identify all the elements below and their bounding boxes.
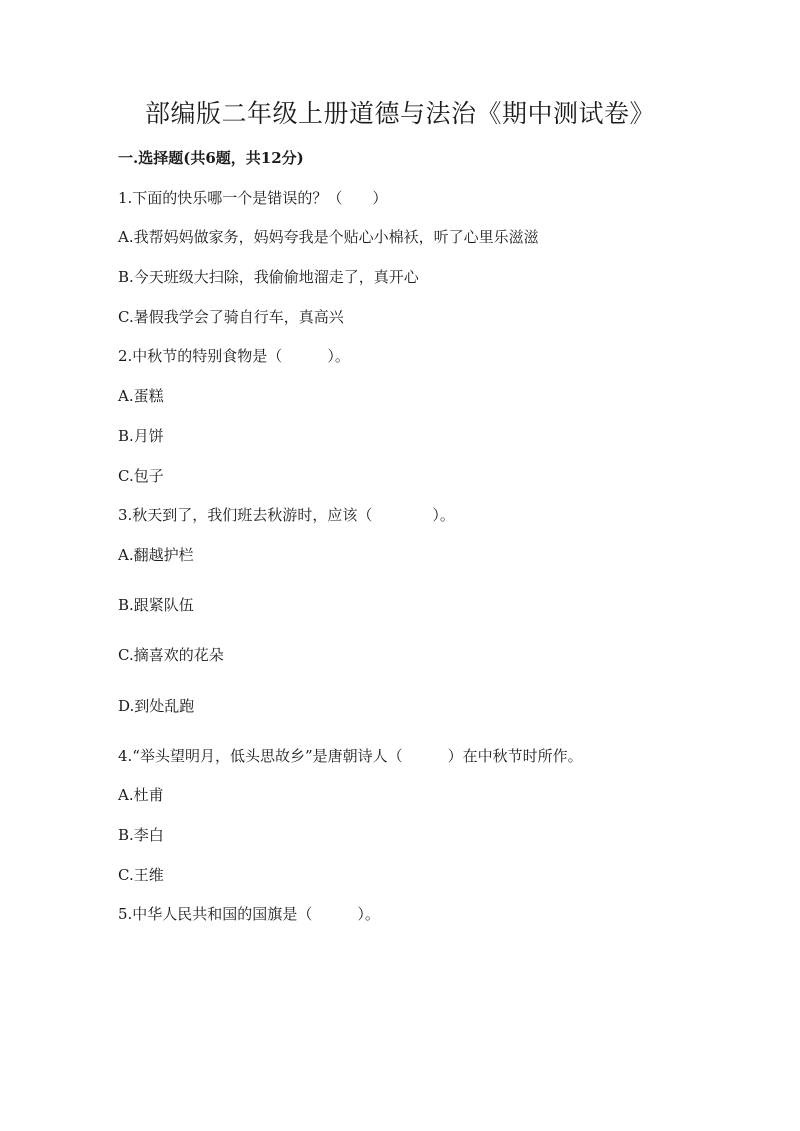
question-2-option-a: A.蛋糕 (118, 387, 164, 405)
question-3-stem: 3.秋天到了，我们班去秋游时，应该（ ）。 (118, 506, 455, 524)
question-4-stem: 4.“举头望明月，低头思故乡”是唐朝诗人（ ）在中秋节时所作。 (118, 747, 583, 765)
page-title: 部编版二年级上册道德与法治《期中测试卷》 (144, 99, 655, 128)
question-4-option-c: C.王维 (118, 866, 164, 884)
question-3-option-b: B.跟紧队伍 (118, 596, 194, 614)
question-2-option-b: B.月饼 (118, 427, 164, 445)
question-4-option-b: B.李白 (118, 826, 164, 844)
question-3-option-d: D.到处乱跑 (118, 697, 195, 715)
section-heading: 一.选择题(共6题，共12分) (118, 149, 304, 167)
question-5-stem: 5.中华人民共和国的国旗是（ ）。 (118, 905, 380, 923)
question-4-option-a: A.杜甫 (118, 786, 164, 804)
question-1-option-a: A.我帮妈妈做家务，妈妈夸我是个贴心小棉袄，听了心里乐滋滋 (118, 228, 539, 246)
question-2-stem: 2.中秋节的特别食物是（ ）。 (118, 347, 350, 365)
question-1-option-b: B.今天班级大扫除，我偷偷地溜走了，真开心 (118, 268, 419, 286)
question-3-option-c: C.摘喜欢的花朵 (118, 646, 224, 664)
question-3-option-a: A.翻越护栏 (118, 546, 194, 564)
question-1-stem: 1.下面的快乐哪一个是错误的？（ ） (118, 189, 388, 207)
question-1-option-c: C.暑假我学会了骑自行车，真高兴 (118, 308, 344, 326)
question-2-option-c: C.包子 (118, 467, 164, 485)
